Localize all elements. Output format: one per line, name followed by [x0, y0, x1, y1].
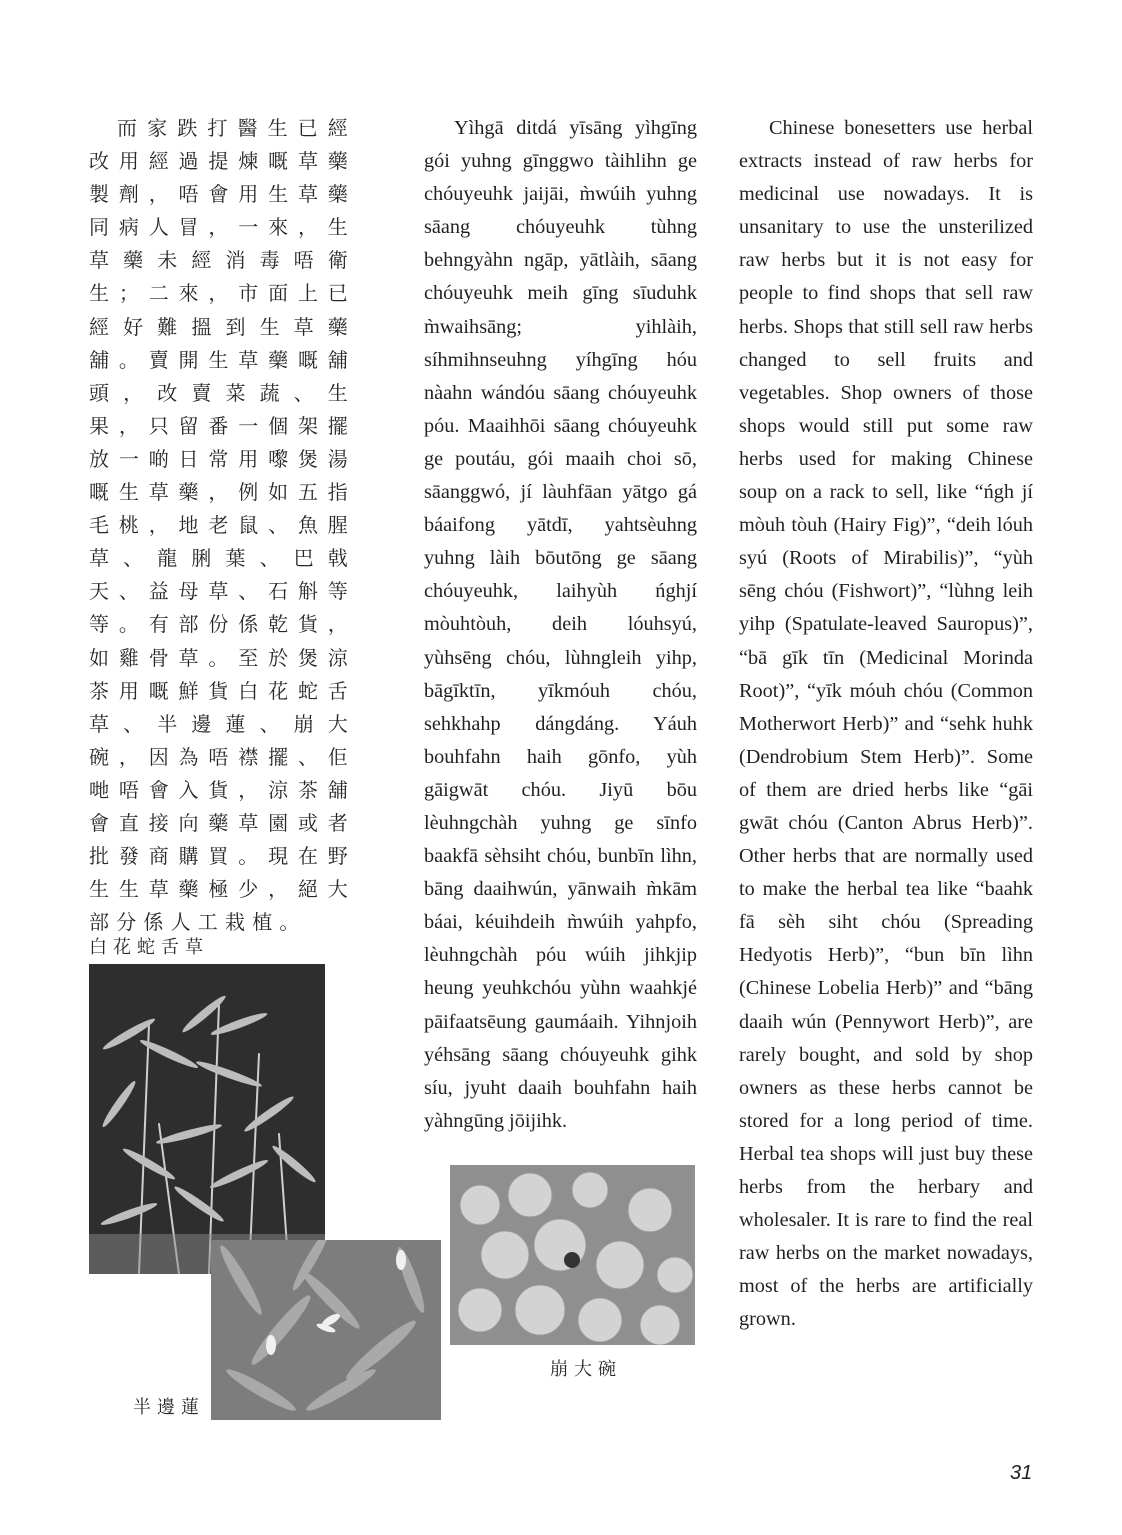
jyutping-paragraph-text: Yìhgā ditdá yīsāng yìhgīng gói yuhng gīnggwo tàihlihn ge chóuyeuhk jaijāi, m̀wúih yuhng sāang chóuyeuhk tùhng behngyàhn ngāp, yātlàih, sāang chóuyeuhk meih gīng sīuduhk m̀waihsāng; yihlàih, síhmihnseuhng yíhgīng hóu nàahn wándóu sāang chóuyeuhk póu. Maaihhōi sāang chóuyeuhk ge poutáu, gói maaih choi sō, sāanggwó, jí làuhfāan yātgo gá báaifong yātdī, yahtsèuhng yuhng làih bōutōng ge sāang chóuyeuhk, laihyùh ńghjí mòuhtòuh, deih lóuhsyú, yùhsēng chóu, lùhngleih yihp, bāgīktīn, yīkmóuh chóu, sehkhahp dángdáng. Yáuh bouhfahn haih gōnfo, yùh gāigwāt chóu. Jiyū bōu lèuhngchàh yuhng ge sīnfo baakfā sèhsiht chóu, bunbīn lìhn, bāng daaihwún, yānwaih m̀kām báai, kéuihdeih m̀wúih yahpfo, lèuhngchàh póu wúih jihkjip heung yeuhkchóu yùhn waahkjé pāifaatsēung gaumáaih. Yihnjoih yéhsāng sāang chóuyeuhk gihk síu, jyuht daaih bouhfahn haih yàhngūng jōijihk. — [424, 117, 697, 1132]
jyutping-paragraph — [424, 112, 697, 1138]
lobelia-illustration — [211, 1240, 441, 1420]
english-paragraph — [739, 112, 1033, 1336]
figure-caption-hedyotis: 白花蛇舌草 — [89, 937, 209, 958]
figure-caption-lobelia: 半邊蓮 — [133, 1397, 205, 1418]
chinese-text-column — [89, 112, 355, 939]
figure-caption-pennywort: 崩大碗 — [550, 1359, 622, 1380]
photo-chinese-lobelia — [211, 1240, 441, 1420]
english-text-column — [739, 112, 1033, 1336]
hedyotis-illustration — [89, 964, 325, 1274]
page-number: 31 — [1010, 1462, 1033, 1484]
english-paragraph-text: Chinese bonesetters use herbal extracts instead of raw herbs for medicinal use nowadays. It is unsanitary to use the unsterilized raw herbs but it is not easy for people to find shops that sell raw herbs. Shops that still sell raw herbs changed to sell fruits and vegetables. Shop owners of those shops would still put some raw herbs used for making Chinese soup on a rack to sell, like “ńgh jí mòuh tòuh (Hairy Fig)”, “deih lóuh syú (Roots of Mirabilis)”, “yùh sēng chóu (Fishwort)”, “lùhng leih yihp (Spatulate-leaved Sauropus)”, “bā gīk tīn (Medicinal Morinda Root)”, “yīk móuh chóu (Common Motherwort Herb)” and “sehk huhk (Dendrobium Stem Herb)”. Some of them are dried herbs like “gāi gwāt chóu (Canton Abrus Herb)”. Other herbs that are normally used to make the herbal tea like “baahk fā sèh siht chóu (Spreading Hedyotis Herb)”, “bun bīn lìhn (Chinese Lobelia Herb)” and “bāng daaih wún (Pennywort Herb)”, are rarely bought, and sold by shop owners as these herbs cannot be stored for a long period of time. Herbal tea shops will just buy these herbs from the herbary and wholesaler. It is rare to find the real raw herbs on the market nowadays, most of the herbs are artificially grown. — [739, 117, 1033, 1331]
chinese-paragraph: 而家跌打醫生已經改用經過提煉嘅草藥製劑，唔會用生草藥同病人冒，一來，生草藥未經消毒唔衛生；二來，市面上已經好難搵到生草藥舖。賣開生草藥嘅舖頭，改賣菜蔬、生果，只留番一個架擺放一啲日常用嚟煲湯嘅生草藥，例如五指毛桃，地老鼠、魚腥草、龍脷葉、巴戟天、益母草、石斛等等。有部份係乾貨，如雞骨草。至於煲涼茶用嘅鮮貨白花蛇舌草、半邊蓮、崩大碗，因為唔襟擺、佢哋唔會入貨，涼茶舖會直接向藥草園或者批發商購買。現在野生生草藥極少，絕大部分係人工栽植。 — [89, 116, 355, 935]
photo-pennywort — [450, 1165, 695, 1345]
photo-spreading-hedyotis — [89, 964, 325, 1274]
pennywort-illustration — [450, 1165, 695, 1345]
jyutping-text-column — [424, 112, 697, 1138]
